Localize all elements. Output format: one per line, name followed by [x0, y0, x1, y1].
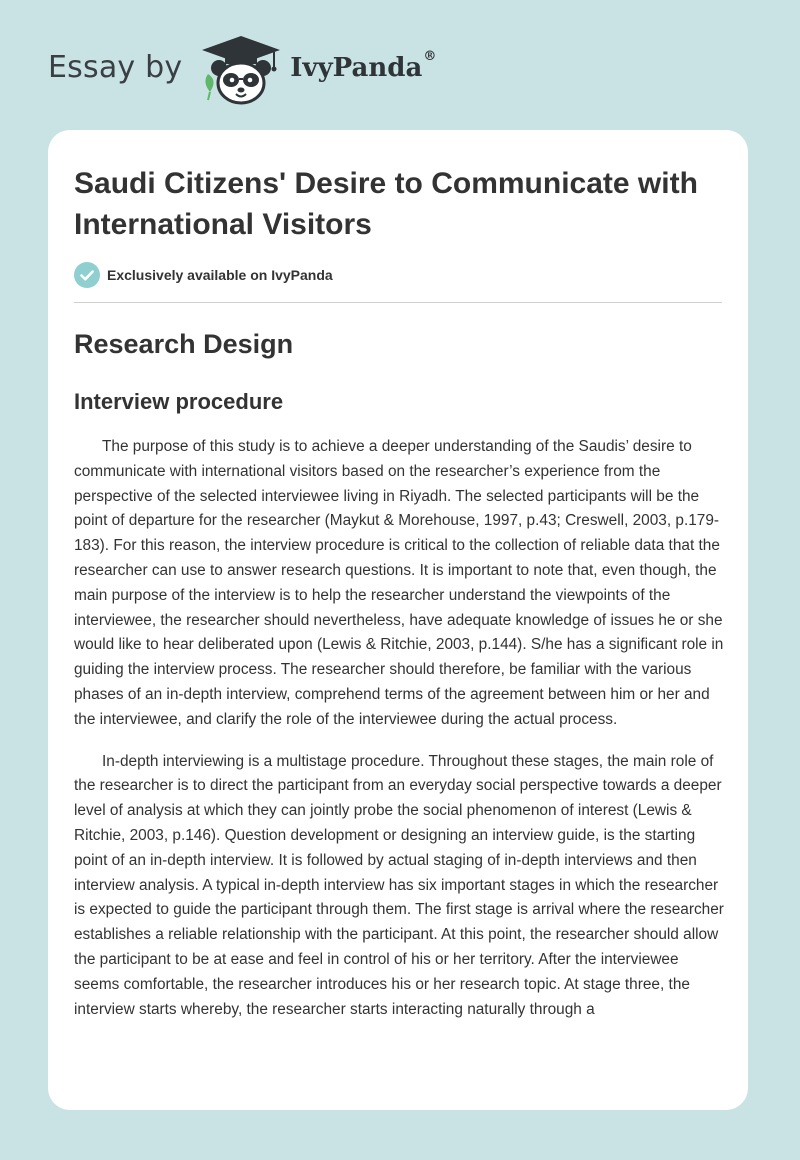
paragraph: The purpose of this study is to achieve a deeper understanding of the Saudis’ desire to communicate with international visitors based on the researcher’s experience from the perspective of the selected interviewee living in Riyadh. The selected participants will be the point of departure for the researcher (Maykut & Morehouse, 1997, p.43; Creswell, 2003, p.179-183). For this reason, the interview procedure is critical to the collection of reliable data that the researcher can use to answer research questions. It is important to note that, even though, the main purpose of the interview is to help the researcher understand the viewpoints of the interviewee, the researcher should nevertheless, have adequate knowledge of issues he or she would like to hear deliberated upon (Lewis & Ritchie, 2003, p.144). S/he has a significant role in guiding the interview process. The researcher should therefore, be familiar with the various phases of an in-depth interview, comprehend terms of the agreement between him or her and the interviewee, and clarify the role of the interviewee during the actual process.	[74, 438, 724, 728]
brand-name	[290, 49, 437, 83]
check-circle-icon	[74, 262, 100, 288]
divider	[74, 302, 722, 303]
brand-logo[interactable]	[48, 34, 436, 106]
exclusive-badge	[74, 262, 333, 288]
subsection-heading: Interview procedure	[74, 389, 284, 414]
section-heading: Research Design	[74, 329, 294, 359]
essay-body	[74, 435, 726, 1039]
brand-name-text: IvyPanda	[290, 53, 423, 83]
panda-graduate-icon	[198, 34, 284, 106]
registered-mark: ®	[423, 49, 437, 64]
essay-by-label: Essay by	[48, 49, 183, 85]
paragraph: In-depth interviewing is a multistage procedure. Throughout these stages, the main role of the researcher is to direct the participant from an everyday social perspective towards a deeper level of analysis at which they can jointly probe the social phenomenon of interest (Lewis & Ritchie, 2003, p.146). Question development or designing an interview guide, is the starting point of an in-depth interview. It is followed by actual staging of in-depth interviews and then interview analysis. A typical in-depth interview has six important stages in which the researcher is expected to guide the participant through them. The first stage is arrival where the researcher establishes a reliable relationship with the participant. At this point, the researcher should allow the participant to be at ease and feel in control of his or her territory. After the interviewee seems comfortable, the researcher introduces his or her research topic. At stage three, the interview starts whereby, the researcher starts interacting naturally through a	[74, 752, 724, 1018]
page-title: Saudi Citizens' Desire to Communicate with International Visitors	[74, 167, 698, 241]
essay-card	[48, 130, 748, 1110]
exclusive-label: Exclusively available on IvyPanda	[107, 267, 333, 283]
